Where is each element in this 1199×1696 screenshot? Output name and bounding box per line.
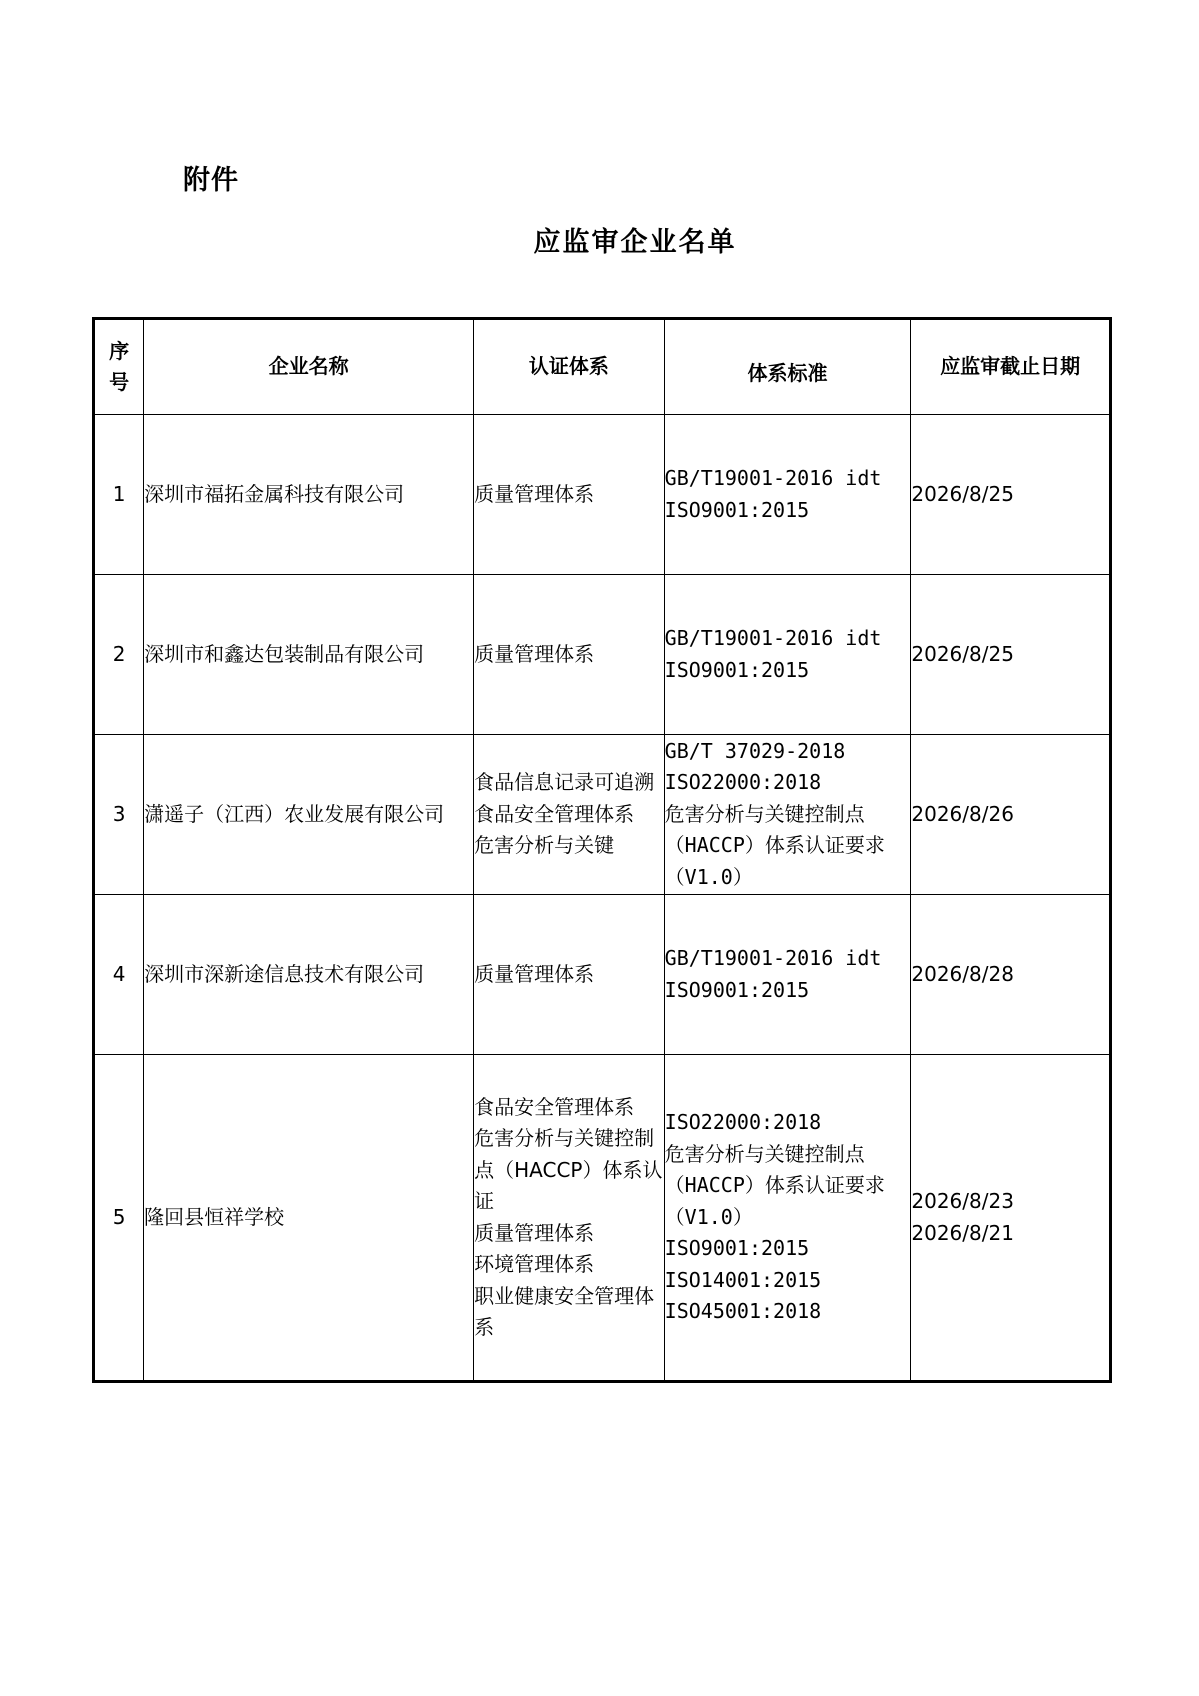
table-row (94, 415, 1111, 575)
deadline-date: 2026/8/25 (911, 481, 1014, 506)
standard-cell (664, 415, 911, 575)
standard-line: GB/T19001-2016 idt (664, 626, 882, 650)
standard-line: ISO22000:2018 (664, 770, 822, 795)
header-no-line1: 序 (109, 338, 130, 363)
header-company-name: 企业名称 (144, 319, 474, 415)
certification-system-cell (474, 575, 665, 735)
deadline-date: 2026/8/23 (911, 1189, 1014, 1213)
standard-line: （V1.0） (664, 864, 753, 889)
row-number: 2 (94, 575, 144, 735)
table-row (94, 1055, 1111, 1382)
company-name-cell: 潇遥子（江西）农业发展有限公司 (144, 735, 474, 895)
deadline-cell (911, 575, 1111, 735)
standard-line: （V1.0） (664, 1204, 753, 1229)
table-row (94, 735, 1111, 895)
certification-system-cell (474, 1055, 665, 1382)
certification-system-text: 食品信息记录可追溯 食品安全管理体系 危害分析与关键 (474, 770, 655, 858)
standard-line: GB/T 37029-2018 (664, 738, 846, 763)
certification-system-cell (474, 735, 665, 895)
company-table (92, 317, 1112, 1383)
header-standard: 体系标准 (664, 319, 911, 415)
header-no (94, 319, 144, 415)
certification-system-text: 质量管理体系 (474, 961, 595, 986)
certification-system-text: 质量管理体系 (474, 641, 595, 666)
attachment-label: 附件 (183, 165, 239, 196)
deadline-cell (911, 1055, 1111, 1382)
standard-line: ISO14001:2015 (664, 1267, 822, 1292)
deadline-date: 2026/8/25 (911, 641, 1014, 666)
standard-line: （HACCP）体系认证要求 (664, 1173, 885, 1198)
company-name-cell: 深圳市福拓金属科技有限公司 (144, 415, 474, 575)
standard-line: ISO9001:2015 (664, 497, 810, 522)
table-row (94, 895, 1111, 1055)
standard-line: ISO22000:2018 (664, 1110, 822, 1135)
certification-system-text: 质量管理体系 (474, 481, 595, 506)
row-number: 1 (94, 415, 144, 575)
table-header-row (94, 319, 1111, 415)
standard-line: （HACCP）体系认证要求 (664, 833, 885, 858)
certification-system-cell (474, 895, 665, 1055)
standard-line: ISO9001:2015 (664, 977, 810, 1002)
standard-line: GB/T19001-2016 idt (664, 466, 882, 490)
standard-cell (664, 1055, 911, 1382)
deadline-date: 2026/8/26 (911, 801, 1014, 826)
standard-line: 危害分析与关键控制点 (664, 801, 865, 826)
standard-cell (664, 575, 911, 735)
standard-line: ISO45001:2018 (664, 1299, 822, 1324)
header-certification-system: 认证体系 (474, 319, 665, 415)
deadline-cell (911, 735, 1111, 895)
standard-line: GB/T19001-2016 idt (664, 946, 882, 970)
standard-line: 危害分析与关键控制点 (664, 1141, 865, 1166)
standard-line: ISO9001:2015 (664, 1236, 810, 1261)
deadline-cell (911, 895, 1111, 1055)
row-number: 3 (94, 735, 144, 895)
company-name-cell: 深圳市深新途信息技术有限公司 (144, 895, 474, 1055)
page-title: 应监审企业名单 (533, 227, 737, 258)
standard-cell (664, 895, 911, 1055)
deadline-cell (911, 415, 1111, 575)
deadline-date: 2026/8/21 (911, 1220, 1014, 1245)
standard-cell (664, 735, 911, 895)
header-no-line2: 号 (109, 370, 130, 394)
deadline-date: 2026/8/28 (911, 961, 1014, 986)
company-name-cell: 深圳市和鑫达包装制品有限公司 (144, 575, 474, 735)
certification-system-text: 食品安全管理体系 危害分析与关键控制点（HACCP）体系认证 质量管理体系 环境管理体系 职业健康安全管理体系 (474, 1094, 663, 1339)
row-number: 5 (94, 1055, 144, 1382)
row-number: 4 (94, 895, 144, 1055)
company-name-cell: 隆回县恒祥学校 (144, 1055, 474, 1382)
table-row (94, 575, 1111, 735)
certification-system-cell (474, 415, 665, 575)
standard-line: ISO9001:2015 (664, 657, 810, 682)
header-deadline: 应监审截止日期 (911, 319, 1111, 415)
